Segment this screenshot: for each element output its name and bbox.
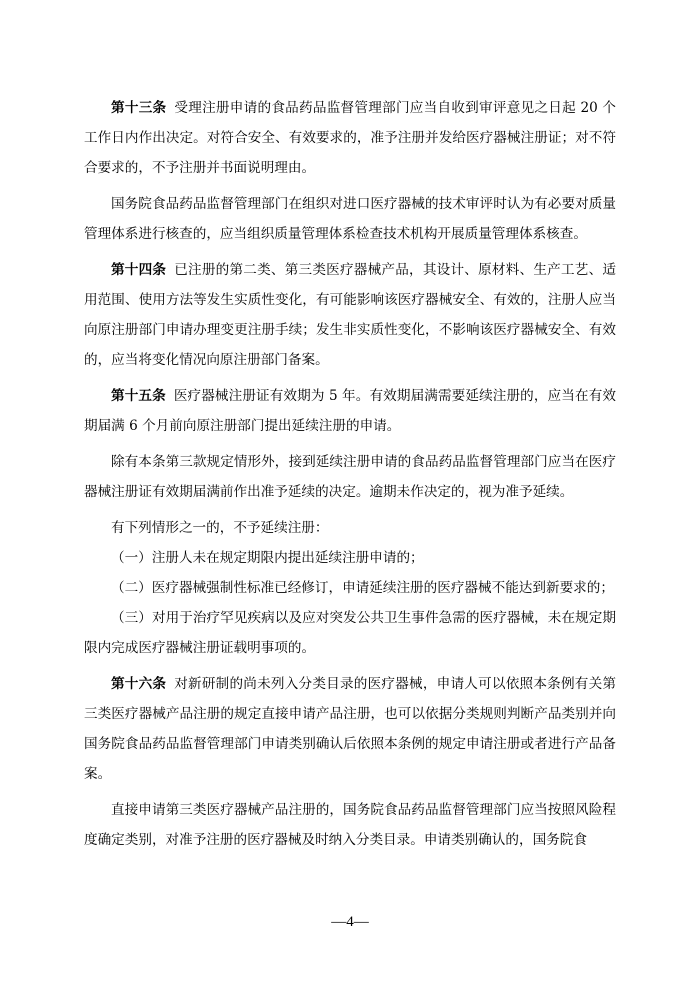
paragraph-text: 有下列情形之一的，不予延续注册： [111, 520, 329, 536]
paragraph-art14 [84, 255, 616, 375]
article-heading: 第十五条 [111, 388, 166, 404]
list-item [84, 573, 616, 603]
paragraph-text: 除有本条第三款规定情形外，接到延续注册申请的食品药品监督管理部门应当在医疗器械注册证有效期届满前作出准予延续的决定。逾期未作决定的，视为准予延续。 [84, 454, 616, 500]
list-item [84, 603, 616, 663]
paragraph-art16 [84, 669, 616, 789]
article-heading: 第十四条 [111, 262, 167, 278]
paragraph [84, 447, 616, 507]
body-text [84, 93, 616, 861]
paragraph-text: 受理注册申请的食品药品监督管理部门应当自收到审评意见之日起 20 个工作日内作出决定。对符合安全、有效要求的，准予注册并发给医疗器械注册证；对不符合要求的，不予注册并书面说明理由。 [84, 100, 617, 176]
list-item [84, 543, 616, 573]
paragraph-text: （一）注册人未在规定期限内提出延续注册申请的； [111, 550, 424, 566]
paragraph [84, 189, 616, 249]
article-heading: 第十三条 [111, 100, 167, 116]
article-heading: 第十六条 [111, 676, 167, 692]
paragraph-text: （二）医疗器械强制性标准已经修订，申请延续注册的医疗器械不能达到新要求的； [111, 580, 614, 596]
paragraph-text: 直接申请第三类医疗器械产品注册的，国务院食品药品监督管理部门应当按照风险程度确定类别，对准予注册的医疗器械及时纳入分类目录。申请类别确认的，国务院食 [84, 802, 616, 848]
paragraph [84, 795, 616, 855]
paragraph-text: 医疗器械注册证有效期为 5 年。有效期届满需要延续注册的，应当在有效期届满 6 个月前向原注册部门提出延续注册的申请。 [84, 388, 616, 434]
paragraph [84, 513, 616, 543]
paragraph-text: 已注册的第二类、第三类医疗器械产品，其设计、原材料、生产工艺、适用范围、使用方法等发生实质性变化，有可能影响该医疗器械安全、有效的，注册人应当向原注册部门申请办理变更注册手续；发生非实质性变化，不影响该医疗器械安全、有效的，应当将变化情况向原注册部门备案。 [84, 262, 617, 368]
page-number: —4— [331, 914, 369, 930]
paragraph-text: 国务院食品药品监督管理部门在组织对进口医疗器械的技术审评时认为有必要对质量管理体系进行核查的，应当组织质量管理体系检查技术机构开展质量管理体系核查。 [84, 196, 616, 242]
paragraph-text: （三）对用于治疗罕见疾病以及应对突发公共卫生事件急需的医疗器械，未在规定期限内完成医疗器械注册证载明事项的。 [84, 610, 616, 656]
paragraph-art13 [84, 93, 616, 183]
paragraph-text: 对新研制的尚未列入分类目录的医疗器械，申请人可以依照本条例有关第三类医疗器械产品注册的规定直接申请产品注册，也可以依据分类规则判断产品类别并向国务院食品药品监督管理部门申请类别确认后依照本条例的规定申请注册或者进行产品备案。 [84, 676, 617, 782]
paragraph-art15 [84, 381, 616, 441]
